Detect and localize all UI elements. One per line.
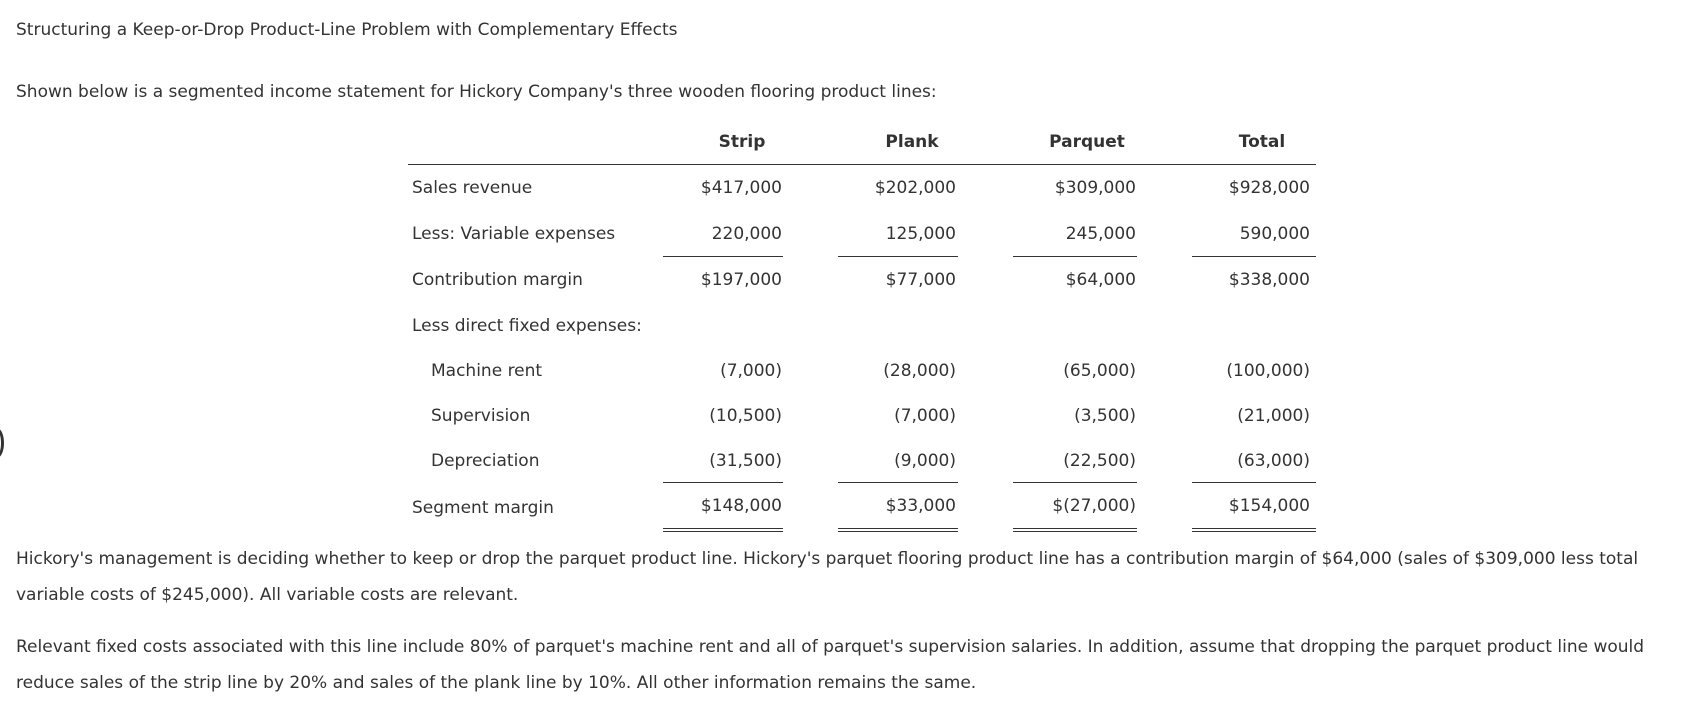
paragraph-relevant-costs: Relevant fixed costs associated with this line include 80% of parquet's machine rent and all of parquet's supervision salaries. In addition, assume that dropping the parquet product line would reduce sales of the strip line by 20% and sales of the plank line by 10%. All other information remains the same. [16,637,1645,693]
segmented-income-statement [408,128,1316,538]
cell-cm-parquet: $64,000 [1065,270,1136,290]
cell-supervision-strip: (10,500) [709,406,782,426]
cell-cm-plank: $77,000 [885,270,956,290]
header-total: Total [1238,132,1286,152]
cell-supervision-plank: (7,000) [894,406,956,426]
row-label-variable-expenses: Less: Variable expenses [412,224,616,244]
row-label-direct-fixed-expenses: Less direct fixed expenses: [412,316,642,336]
total-double-rule [1192,528,1316,532]
cell-rent-parquet: (65,000) [1063,361,1136,381]
cell-depreciation-strip: (31,500) [709,451,782,471]
header-strip: Strip [718,132,766,152]
cell-variable-total: 590,000 [1239,224,1310,244]
intro-text: Shown below is a segmented income statement for Hickory Company's three wooden flooring product lines: [16,82,937,102]
total-double-rule [838,528,958,532]
cell-sales-parquet: $309,000 [1054,178,1136,198]
cell-rent-total: (100,000) [1226,361,1310,381]
cell-segment-total: $154,000 [1228,496,1310,516]
cell-segment-strip: $148,000 [700,496,782,516]
subtotal-rule [663,256,783,257]
total-double-rule [1013,528,1137,532]
total-double-rule [663,528,783,532]
subtotal-rule [838,256,958,257]
row-label-segment-margin: Segment margin [412,498,554,518]
row-label-sales-revenue: Sales revenue [412,178,533,198]
cell-segment-plank: $33,000 [885,496,956,516]
cell-supervision-total: (21,000) [1237,406,1310,426]
cell-sales-plank: $202,000 [874,178,956,198]
row-label-supervision: Supervision [431,406,531,426]
cell-cm-strip: $197,000 [700,270,782,290]
header-parquet: Parquet [1049,132,1125,152]
header-plank: Plank [885,132,939,152]
cell-sales-strip: $417,000 [700,178,782,198]
cell-rent-plank: (28,000) [883,361,956,381]
subtotal-rule [663,482,783,483]
cell-rent-strip: (7,000) [720,361,782,381]
subtotal-rule [1192,256,1316,257]
cell-variable-plank: 125,000 [885,224,956,244]
paragraph-decision: Hickory's management is deciding whether to keep or drop the parquet product line. Hickory's parquet flooring product line has a contribution margin of $64,000 (sales of $309,000 less total variable costs of $245,000). All variable costs are relevant. [16,549,1639,605]
cell-segment-parquet: $(27,000) [1052,496,1136,516]
row-label-contribution-margin: Contribution margin [412,270,583,290]
subtotal-rule [1013,256,1137,257]
cell-variable-parquet: 245,000 [1065,224,1136,244]
cell-depreciation-total: (63,000) [1237,451,1310,471]
cell-variable-strip: 220,000 [711,224,782,244]
subtotal-rule [838,482,958,483]
row-label-depreciation: Depreciation [431,451,540,471]
cell-sales-total: $928,000 [1228,178,1310,198]
cell-depreciation-plank: (9,000) [894,451,956,471]
cell-cm-total: $338,000 [1228,270,1310,290]
cell-supervision-parquet: (3,500) [1074,406,1136,426]
header-rule [408,164,1316,165]
cell-depreciation-parquet: (22,500) [1063,451,1136,471]
subtotal-rule [1013,482,1137,483]
partial-circle-mark [0,428,4,458]
row-label-machine-rent: Machine rent [431,361,543,381]
subtotal-rule [1192,482,1316,483]
page-title: Structuring a Keep-or-Drop Product-Line Problem with Complementary Effects [16,20,678,40]
